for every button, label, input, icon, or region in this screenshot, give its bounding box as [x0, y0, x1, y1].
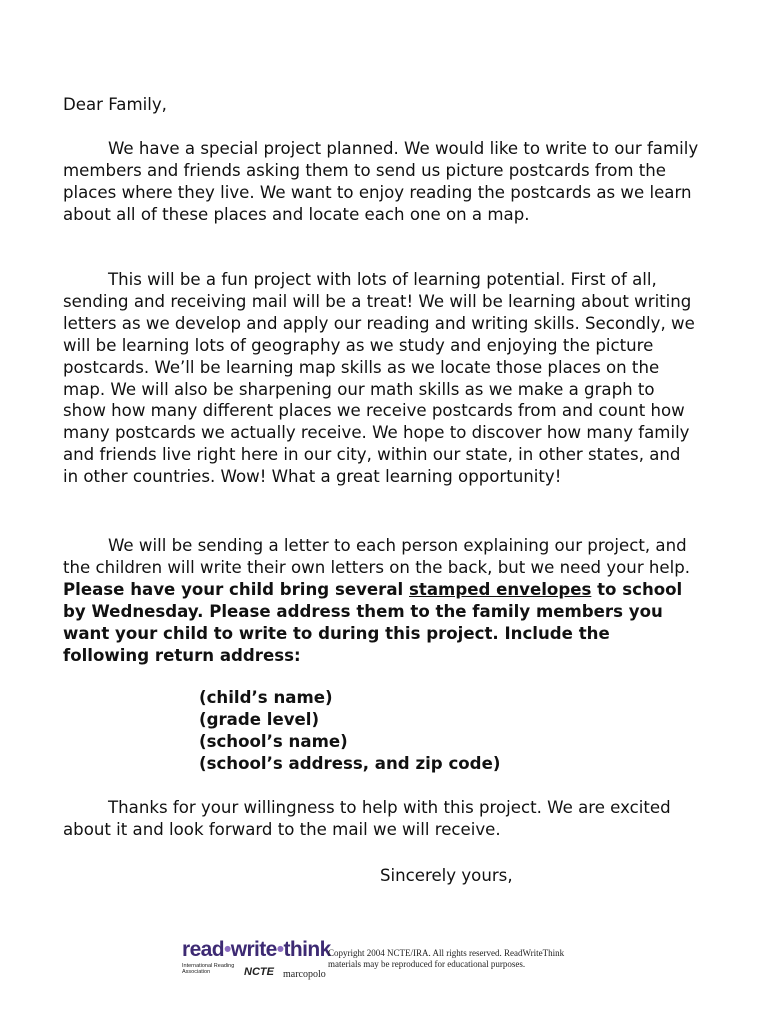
- return-address-block: [199, 687, 500, 775]
- logo-word-read: read: [182, 938, 224, 961]
- logo-wordmark: [182, 938, 331, 962]
- readwritethink-logo: [182, 938, 331, 980]
- paragraph-learning-potential: This will be a fun project with lots of learning potential. First of all, sending and receiving mail will be a treat! We will be learning about writing letters as we develop and apply our reading and writing skills. Secondly, we will be learning lots of geography as we study and enjoying the picture postcards. We’ll be learning map skills as we locate those places on the map. We will also be sharpening our math skills as we make a graph to show how many different places we receive postcards from and count how many postcards we actually receive. We hope to discover how many family and friends live right here in our city, within our state, in other states, and in other countries. Wow! What a great learning opportunity!: [63, 270, 695, 487]
- address-line-grade-level: (grade level): [199, 709, 320, 729]
- logo-dot-icon: •: [276, 938, 284, 961]
- paragraph-thanks: Thanks for your willingness to help with this project. We are excited about it and look forward to the mail we will receive.: [63, 798, 671, 839]
- page-footer: [182, 938, 602, 978]
- ira-logo: International Reading Association: [182, 963, 235, 975]
- request-underlined-text: stamped envelopes: [409, 579, 592, 599]
- request-bold-text-b: to school by Wednesday. Please address them to the family members you want your child to write to during this project. Include the following return address:: [63, 579, 683, 665]
- letter-greeting: Dear Family,: [63, 95, 167, 114]
- copyright-notice: Copyright 2004 NCTE/IRA. All rights reserved. ReadWriteThink materials may be reproduced for educational purposes.: [328, 948, 565, 969]
- request-bold-text-a: Please have your child bring several: [63, 579, 410, 599]
- logo-dot-icon: •: [223, 938, 231, 961]
- address-line-school-name: (school’s name): [199, 731, 348, 751]
- request-plain-text: We will be sending a letter to each person explaining our project, and the children will write their own letters on the back, but we need your help.: [63, 536, 691, 577]
- paragraph-intro: We have a special project planned. We would like to write to our family members and friends asking them to send us picture postcards from the places where they live. We want to enjoy reading the postcards as we learn about all of these places and locate each one on a map.: [63, 139, 699, 224]
- logo-word-think: think: [283, 938, 331, 961]
- address-line-school-address: (school’s address, and zip code): [199, 753, 501, 773]
- letter-closing: Sincerely yours,: [380, 866, 513, 885]
- marcopolo-logo: marcopolo: [283, 969, 326, 980]
- ncte-logo: NCTE: [244, 966, 274, 978]
- address-line-child-name: (child’s name): [199, 688, 333, 707]
- paragraph-request: [63, 535, 699, 666]
- logo-word-write: write: [230, 938, 277, 961]
